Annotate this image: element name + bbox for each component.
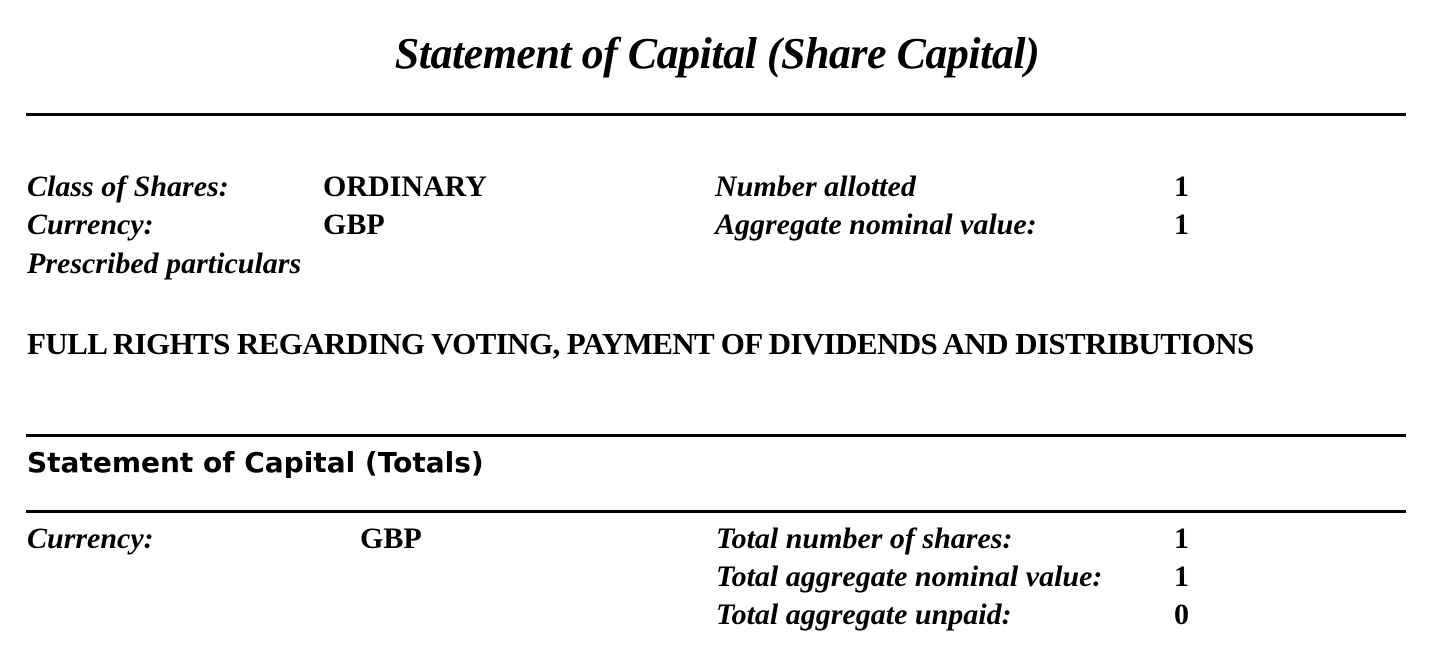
class-of-shares-label: Class of Shares: bbox=[27, 170, 229, 203]
page-title: Statement of Capital (Share Capital) bbox=[394, 29, 1040, 78]
aggregate-nominal-value-value: 1 bbox=[1174, 208, 1189, 241]
total-aggregate-unpaid-label: Total aggregate unpaid: bbox=[716, 598, 1012, 631]
aggregate-nominal-value-label: Aggregate nominal value: bbox=[715, 208, 1037, 241]
total-aggregate-nominal-label: Total aggregate nominal value: bbox=[716, 560, 1103, 593]
totals-section-title: Statement of Capital (Totals) bbox=[27, 446, 484, 479]
number-allotted-value: 1 bbox=[1174, 170, 1189, 203]
total-aggregate-nominal-value: 1 bbox=[1174, 560, 1189, 593]
total-shares-label: Total number of shares: bbox=[716, 522, 1013, 555]
totals-currency-label: Currency: bbox=[27, 522, 154, 555]
total-shares-value: 1 bbox=[1174, 522, 1189, 555]
prescribed-particulars-label: Prescribed particulars bbox=[27, 247, 302, 280]
totals-title-divider bbox=[26, 510, 1406, 513]
currency-value: GBP bbox=[323, 208, 385, 241]
class-of-shares-value: ORDINARY bbox=[323, 170, 487, 203]
title-divider bbox=[26, 113, 1406, 116]
totals-currency-value: GBP bbox=[360, 522, 422, 555]
currency-label: Currency: bbox=[27, 208, 154, 241]
total-aggregate-unpaid-value: 0 bbox=[1174, 598, 1189, 631]
number-allotted-label: Number allotted bbox=[715, 170, 916, 203]
totals-top-divider bbox=[26, 434, 1406, 437]
prescribed-particulars-text: FULL RIGHTS REGARDING VOTING, PAYMENT OF DIVIDENDS AND DISTRIBUTIONS bbox=[27, 326, 1254, 361]
